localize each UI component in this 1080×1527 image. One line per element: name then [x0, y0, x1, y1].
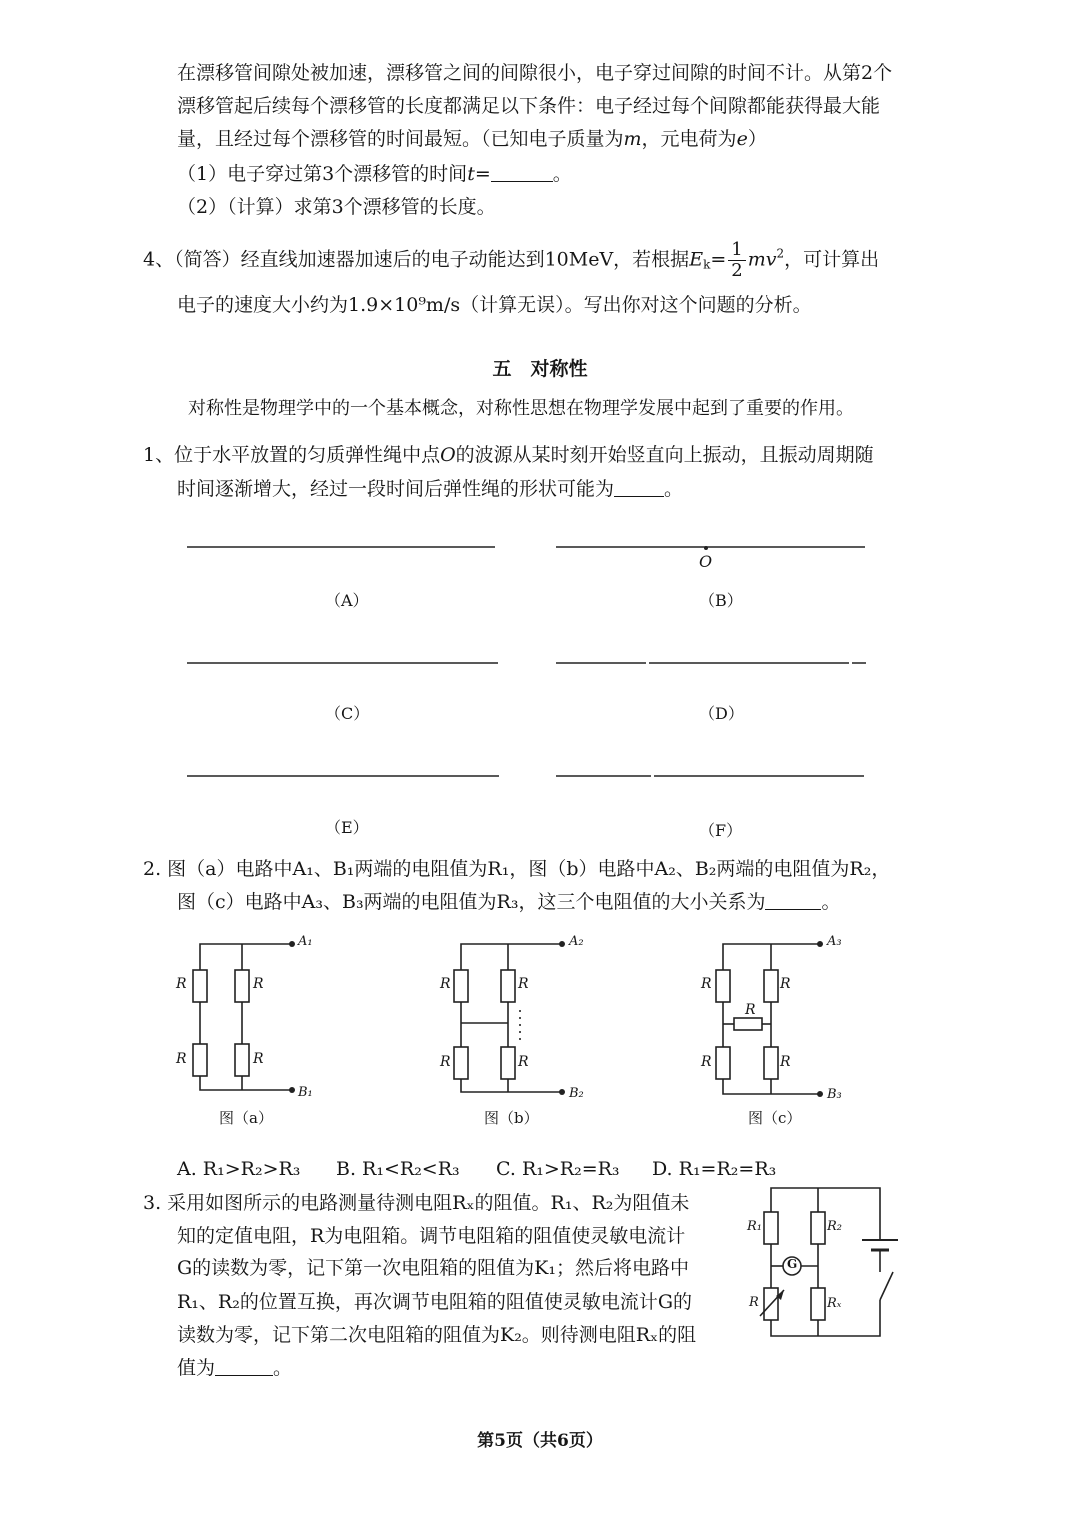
cont-line-3: 量，且经过每个漂移管的时间最短。（已知电子质量为m，元电荷为e）: [177, 128, 767, 150]
label-r2: R₂: [827, 1219, 842, 1234]
s3-line-4: R₁、R₂的位置互换，再次调节电阻箱的阻值使灵敏电流计G的: [177, 1291, 693, 1313]
label-rx: Rₓ: [827, 1296, 842, 1311]
fraction: $\frac{1}{2}$: [728, 240, 745, 281]
option-c-label: （C）: [325, 704, 370, 723]
terminal-a3: A₃: [827, 934, 842, 949]
circuit-c: [716, 944, 820, 1094]
terminal-b3: B₃: [827, 1087, 842, 1102]
terminal-b1: B₁: [298, 1085, 313, 1100]
resistor-label: R: [780, 976, 791, 992]
section-title: 五 对称性: [492, 358, 588, 380]
choice-c: C. R₁>R₂=R₃: [496, 1158, 620, 1180]
choice-a: A. R₁>R₂>R₃: [177, 1158, 301, 1180]
q4-line-2: 电子的速度大小约为1.9×10⁹m/s（计算无误）。写出你对这个问题的分析。: [177, 294, 812, 316]
s3-line-5: 读数为零，记下第二次电阻箱的阻值为K₂。则待测电阻Rₓ的阻: [177, 1324, 697, 1346]
s2-line-1: 2. 图（a）电路中A₁、B₁两端的电阻值为R₁，图（b）电路中A₂、B₂两端的电阻值为R₂，: [143, 858, 891, 880]
caption-c: 图（c）: [748, 1109, 802, 1127]
resistor-label: R: [701, 1054, 712, 1070]
caption-b: 图（b）: [484, 1109, 539, 1127]
option-b-label: （B）: [699, 591, 743, 610]
choice-b: B. R₁<R₂<R₃: [336, 1158, 460, 1180]
q4-line-1: 4、（简答）经直线加速器加速后的电子动能达到10MeV，若根据$E_k=$ $\frac{1}{2}$ $mv^2$，可计算出: [143, 239, 880, 281]
option-a-label: （A）: [325, 591, 369, 610]
switch-icon: [880, 1272, 893, 1300]
cont-line-1: 在漂移管间隙处被加速，漂移管之间的间隙很小，电子穿过间隙的时间不计。从第2个: [177, 62, 893, 84]
s2-line-2: 图（c）电路中A₃、B₃两端的电阻值为R₃，这三个电阻值的大小关系为 。: [177, 891, 841, 913]
caption-a: 图（a）: [219, 1109, 273, 1127]
s1-line-2: 时间逐渐增大，经过一段时间后弹性绳的形状可能为 。: [177, 478, 684, 500]
galvanometer-label: G: [787, 1257, 798, 1271]
resistor-label: R: [253, 1051, 264, 1067]
section-intro: 对称性是物理学中的一个基本概念，对称性思想在物理学发展中起到了重要的作用。: [188, 398, 854, 419]
resistor-label: R: [176, 976, 187, 992]
resistor-label: R: [518, 1054, 529, 1070]
s3-line-1: 3. 采用如图所示的电路测量待测电阻Rₓ的阻值。R₁、R₂为阻值未: [143, 1192, 690, 1214]
question-2: （2）（计算）求第3个漂移管的长度。: [177, 196, 496, 218]
s3-line-3: G的读数为零，记下第一次电阻箱的阻值为K₁；然后将电路中: [177, 1257, 689, 1279]
resistor-label: R: [780, 1054, 791, 1070]
page-footer: 第5页（共6页）: [477, 1431, 603, 1451]
resistor-label: R: [253, 976, 264, 992]
resistor-label: R: [176, 1051, 187, 1067]
label-r: R: [749, 1295, 759, 1310]
cont-line-2: 漂移管起后续每个漂移管的长度都满足以下条件：电子经过每个间隙都能获得最大能: [177, 95, 881, 117]
bridge-circuit: [760, 1188, 898, 1336]
circuit-b: [454, 944, 562, 1092]
s1-line-1: 1、位于水平放置的匀质弹性绳中点O的波源从某时刻开始竖直向上振动，且振动周期随: [143, 444, 874, 466]
terminal-a2: A₂: [569, 934, 584, 949]
point-o-label: O: [699, 552, 713, 571]
option-d-label: （D）: [699, 704, 744, 723]
resistor-label: R: [440, 1054, 451, 1070]
terminal-b2: B₂: [569, 1086, 584, 1101]
s3-line-2: 知的定值电阻，R为电阻箱。调节电阻箱的阻值使灵敏电流计: [177, 1225, 686, 1247]
option-e-label: （E）: [325, 818, 369, 837]
option-f-label: （F）: [699, 821, 743, 840]
circuit-a: [193, 944, 292, 1090]
resistor-label: R: [745, 1002, 756, 1018]
question-1: （1）电子穿过第3个漂移管的时间t= 。: [177, 163, 572, 185]
label-r1: R₁: [747, 1219, 762, 1234]
resistor-label: R: [518, 976, 529, 992]
choice-d: D. R₁=R₂=R₃: [652, 1158, 777, 1180]
answer-blank[interactable]: [215, 1357, 273, 1376]
s3-line-6: 值为 。: [177, 1357, 293, 1379]
terminal-a1: A₁: [298, 934, 313, 949]
resistor-label: R: [440, 976, 451, 992]
resistor-label: R: [701, 976, 712, 992]
